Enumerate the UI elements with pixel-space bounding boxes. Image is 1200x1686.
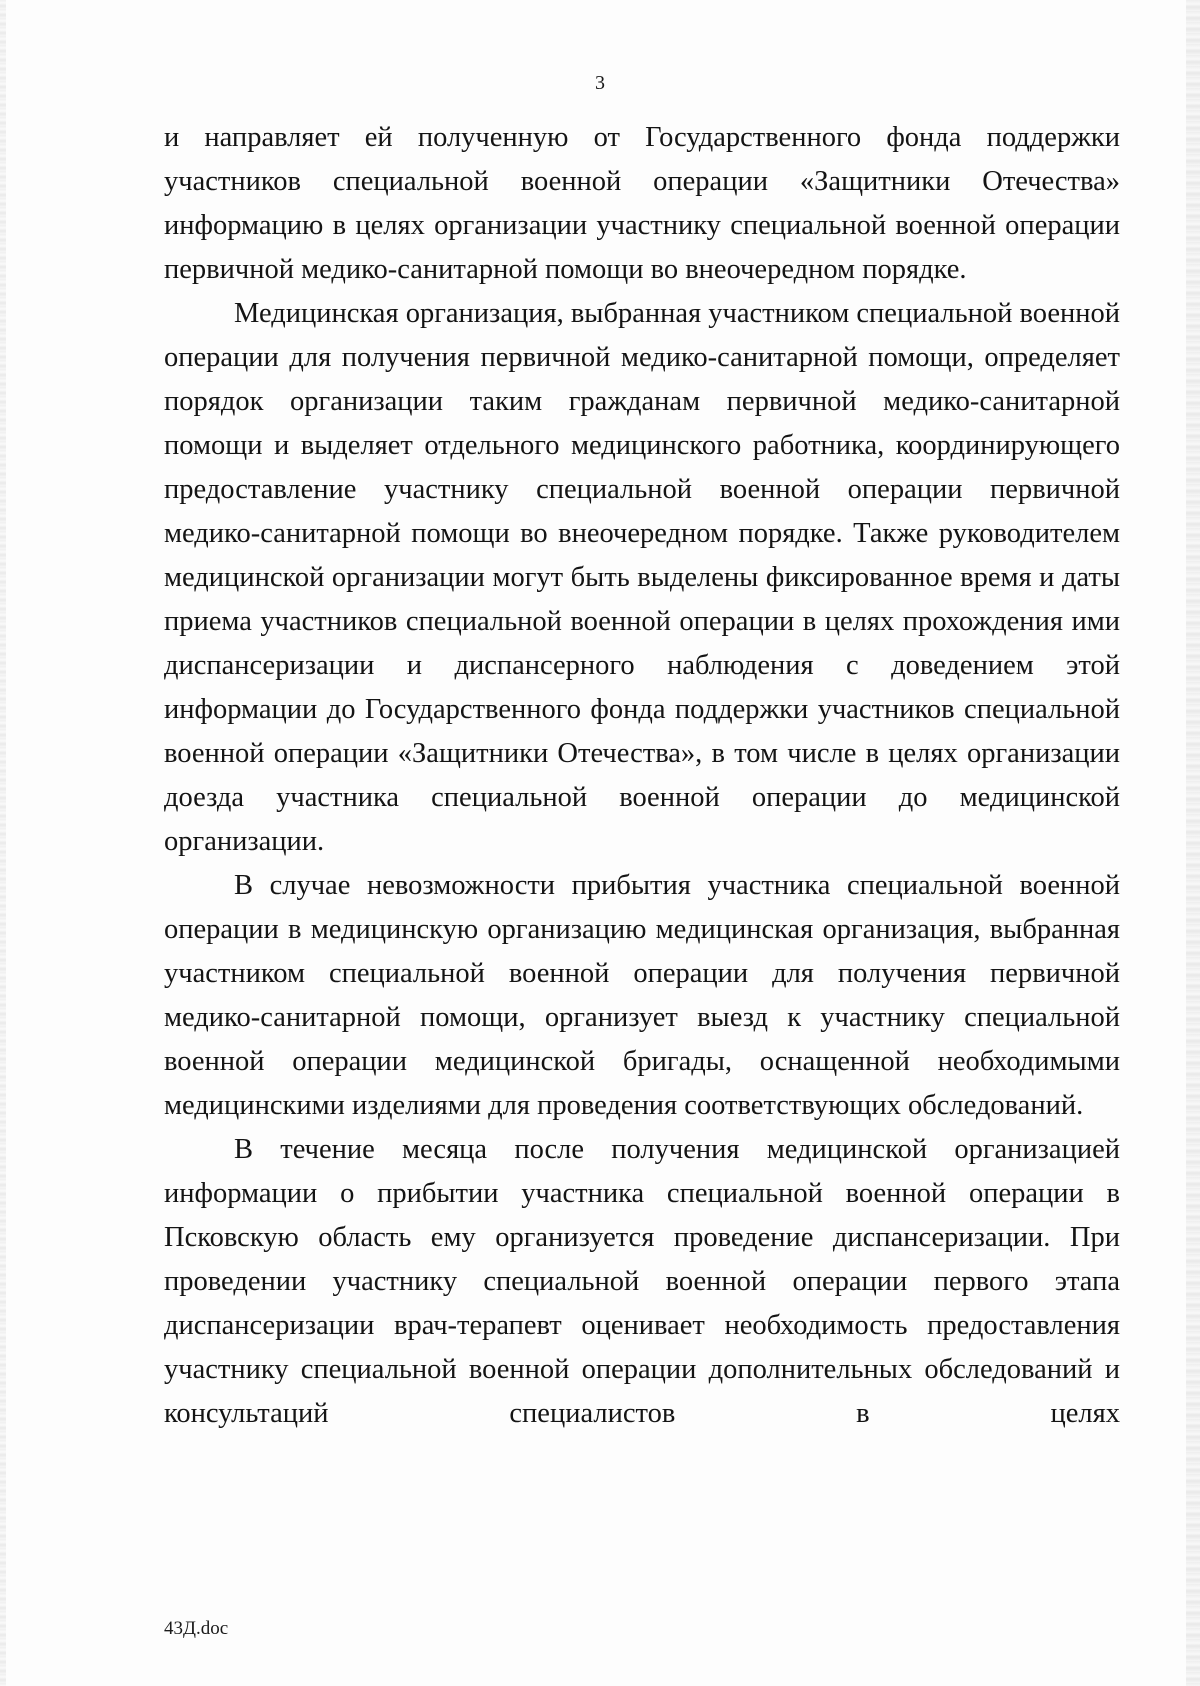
page-number: 3 [595,72,605,94]
scan-edge-left [0,0,6,1686]
paragraph: Медицинская организация, выбранная участником специальной военной операции для получения первичной медико-санитарной помощи, определяет порядок организации таким гражданам первичной медико-санитарной помощи и выделяет отдельного медицинского работника, координирующего предоставление участнику специальной военной операции первичной медико-санитарной помощи во внеочередном порядке. Также руководителем медицинской организации могут быть выделены фиксированное время и даты приема участников специальной военной операции в целях прохождения ими диспансеризации и диспансерного наблюдения с доведением этой информации до Государственного фонда поддержки участников специальной военной операции «Защитники Отечества», в том числе в целях организации доезда участника специальной военной операции до медицинской организации. [164,298,1120,857]
paragraph: В течение месяца после получения медицинской организацией информации о прибытии участника специальной военной операции в Псковскую область ему организуется проведение диспансеризации. При проведении участнику специальной военной операции первого этапа диспансеризации врач-терапевт оценивает необходимость предоставления участнику специальной военной операции дополнительных обследований и консультаций специалистов в целях [164,1134,1120,1429]
document-body [164,116,1120,1436]
paragraph: В случае невозможности прибытия участника специальной военной операции в медицинскую организацию медицинская организация, выбранная участником специальной военной операции для получения первичной медико-санитарной помощи, организует выезд к участнику специальной военной операции медицинской бригады, оснащенной необходимыми медицинскими изделиями для проведения соответствующих обследований. [164,870,1120,1121]
paragraph-continuation: и направляет ей полученную от Государственного фонда поддержки участников специальной военной операции «Защитники Отечества» информацию в целях организации участнику специальной военной операции первичной медико-санитарной помощи во внеочередном порядке. [164,122,1120,285]
footer-file-name: 43Д.doc [164,1618,229,1639]
scan-edge-right [1186,0,1200,1686]
